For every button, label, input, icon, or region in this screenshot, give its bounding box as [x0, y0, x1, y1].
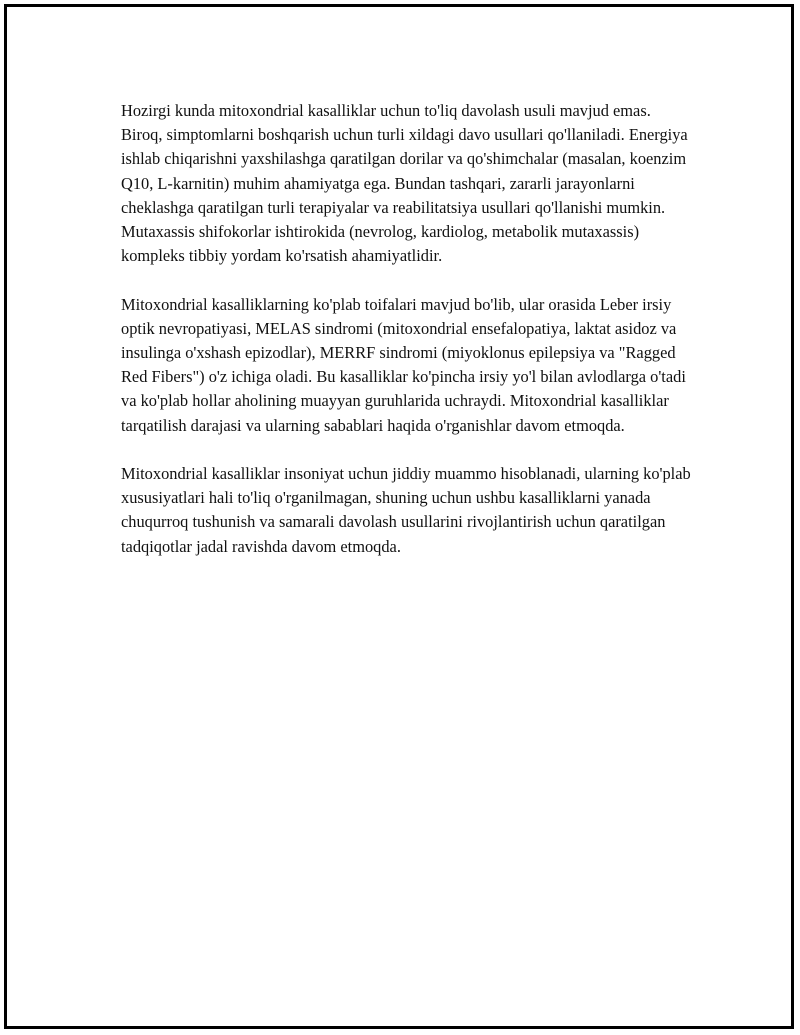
paragraph-disease-types: Mitoxondrial kasalliklarning ko'plab toifalari mavjud bo'lib, ular orasida Leber irsiy optik nevropatiyasi, MELAS sindromi (mitoxondrial ensefalopatiya, laktat asidoz va insulinga o'xshash epizodlar), MERRF sindromi (miyoklonus epilepsiya va "Ragged Red Fibers") o'z ichiga oladi. Bu kasalliklar ko'pincha irsiy yo'l bilan avlodlarga o'tadi va ko'plab hollar aholining muayyan guruhlarida uchraydi. Mitoxondrial kasalliklar tarqatilish darajasi va ularning sabablari haqida o'rganishlar davom etmoqda.: [121, 294, 686, 435]
paragraph-treatment: Hozirgi kunda mitoxondrial kasalliklar uchun to'liq davolash usuli mavjud emas. Biroq, simptomlarni boshqarish uchun turli xildagi davo usullari qo'llaniladi. Energiya ishlab chiqarishni yaxshilashga qaratilgan dorilar va qo'shimchalar (masalan, koenzim Q10, L-karnitin) muhim ahamiyatga ega. Bundan tashqari, zararli jarayonlarni cheklashga qaratilgan turli terapiyalar va reabilitatsiya usullari qo'llanishi mumkin. Mutaxassis shifokorlar ishtirokida (nevrolog, kardiolog, metabolik mutaxassis) kompleks tibbiy yordam ko'rsatish ahamiyatlidir.: [121, 101, 688, 266]
page-frame: [4, 4, 794, 1029]
paragraph-conclusion: Mitoxondrial kasalliklar insoniyat uchun jiddiy muammo hisoblanadi, ularning ko'plab xususiyatlari hali to'liq o'rganilmagan, shuning uchun ushbu kasalliklarni yanada chuqurroq tushunish va samarali davolash usullarini rivojlantirish uchun qaratilgan tadqiqotlar jadal ravishda davom etmoqda.: [121, 464, 691, 556]
document-body: [121, 99, 696, 583]
